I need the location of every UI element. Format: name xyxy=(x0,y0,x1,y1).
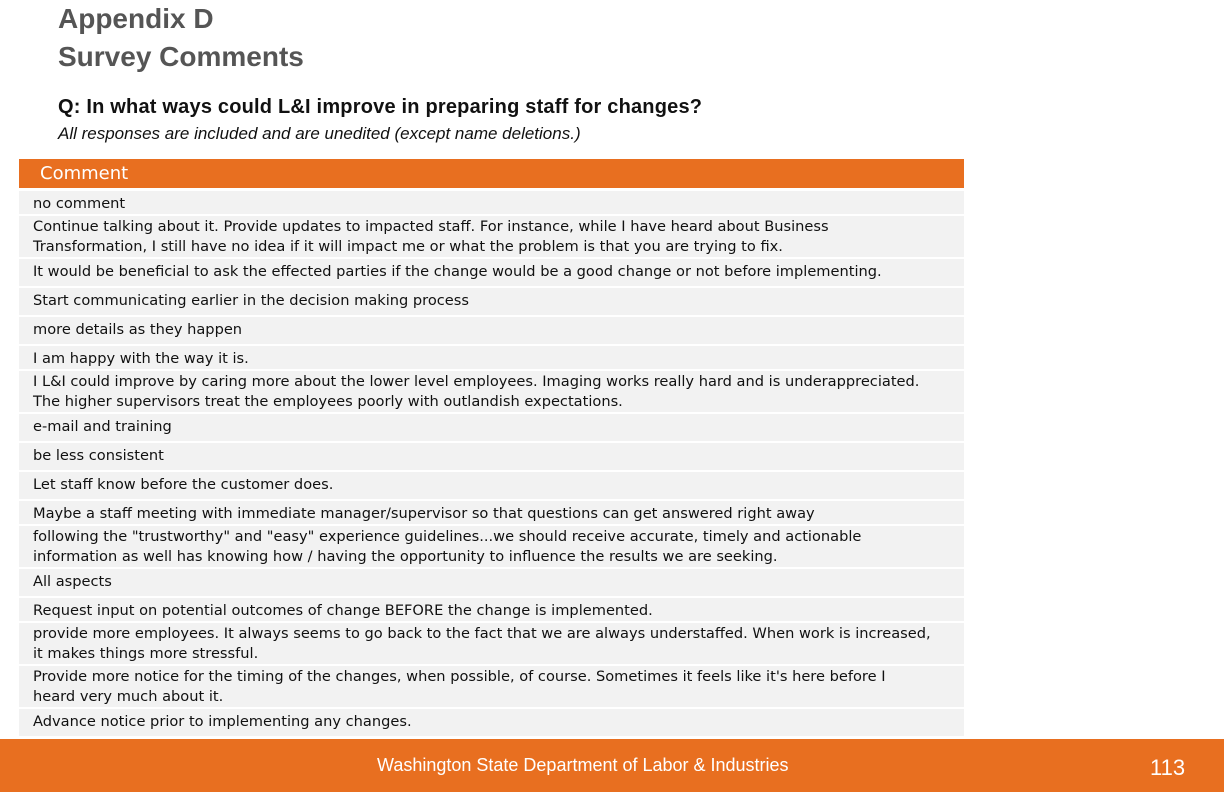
table-row: Request input on potential outcomes of change BEFORE the change is implemented. xyxy=(19,598,964,623)
table-row: I L&I could improve by caring more about the lower level employees. Imaging works really hard and is underappreciated. The higher supervisors treat the employees poorly with outlandish expectations. xyxy=(19,371,964,414)
table-row: Maybe a staff meeting with immediate manager/supervisor so that questions can get answered right away xyxy=(19,501,964,526)
table-row: Provide more notice for the timing of the changes, when possible, of course. Sometimes it feels like it's here before I heard very much about it. xyxy=(19,666,964,709)
table-row: It would be beneficial to ask the effected parties if the change would be a good change or not before implementing. xyxy=(19,259,964,288)
table-row: Let staff know before the customer does. xyxy=(19,472,964,501)
table-row: be less consistent xyxy=(19,443,964,472)
page-number: 113 xyxy=(1150,755,1186,780)
table-row: provide more employees. It always seems to go back to the fact that we are always understaffed. When work is increased, it makes things more stressful. xyxy=(19,623,964,666)
table-row: Continue talking about it. Provide updates to impacted staff. For instance, while I have heard about Business Transformation, I still have no idea if it will impact me or what the problem is that you are trying to fix. xyxy=(19,216,964,259)
survey-question: Q: In what ways could L&I improve in preparing staff for changes? xyxy=(58,96,703,118)
table-row: no comment xyxy=(19,191,964,216)
table-row: I am happy with the way it is. xyxy=(19,346,964,371)
column-header-comment: Comment xyxy=(19,159,964,188)
table-row: e-mail and training xyxy=(19,414,964,443)
table-row: following the "trustworthy" and "easy" experience guidelines...we should receive accurate, timely and actionable information as well has knowing how / having the opportunity to influence the results we are seeking. xyxy=(19,526,964,569)
comments-table xyxy=(19,159,964,738)
footer-bar xyxy=(0,739,1224,792)
table-row: Advance notice prior to implementing any changes. xyxy=(19,709,964,738)
title-line-2: Survey Comments xyxy=(58,41,304,72)
responses-note: All responses are included and are unedited (except name deletions.) xyxy=(58,124,581,143)
page-title xyxy=(58,0,304,76)
table-row: All aspects xyxy=(19,569,964,598)
table-row: more details as they happen xyxy=(19,317,964,346)
table-row: Start communicating earlier in the decision making process xyxy=(19,288,964,317)
footer-org-name: Washington State Department of Labor & Industries xyxy=(377,755,789,775)
title-line-1: Appendix D xyxy=(58,3,214,34)
